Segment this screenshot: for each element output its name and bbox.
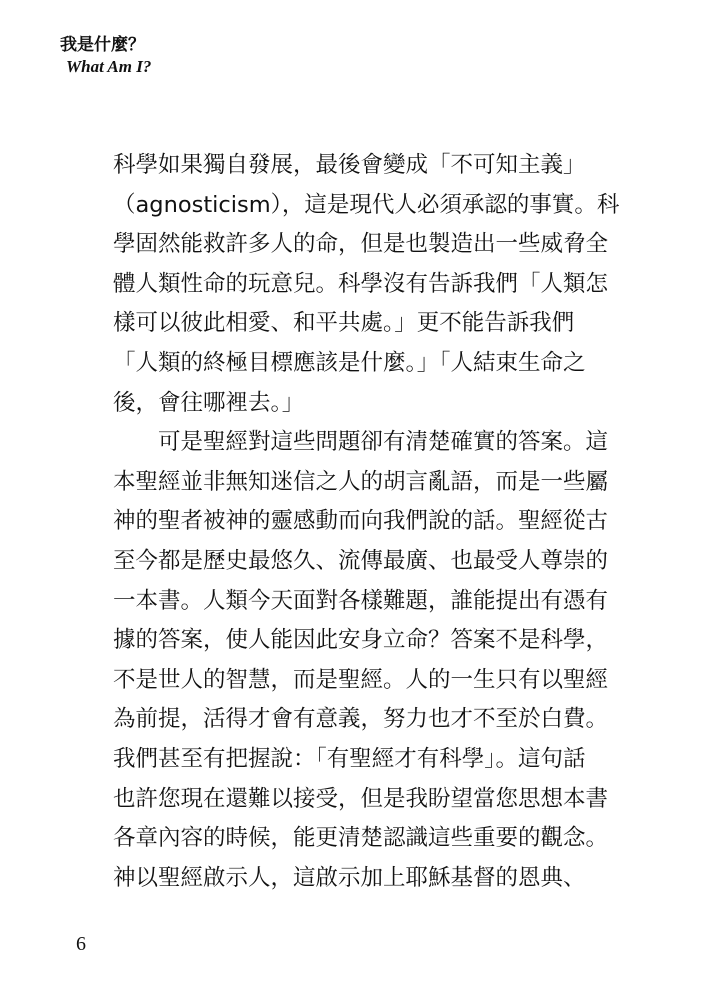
text-line: 「人類的終極目標應該是什麼。」「人結束生命之 [113,349,586,376]
text-line: 一本書。人類今天面對各樣難題，誰能提出有憑有 [113,587,609,614]
text-line: 為前提，活得才會有意義，努力也才不至於白費。 [113,706,609,733]
text-line: 本聖經並非無知迷信之人的胡言亂語，而是一些屬 [113,468,609,495]
page-number: 6 [76,933,86,955]
text-line: 體人類性命的玩意兒。科學沒有告訴我們「人類怎 [113,270,609,297]
paragraph-1 [113,146,620,423]
chapter-title: 我是什麼？ [60,35,145,55]
text-line: 科學如果獨自發展，最後會變成「不可知主義」 [113,152,586,178]
text-line: （agnosticism），這是現代人必須承認的事實。科 [113,191,620,218]
body-text [113,146,620,898]
text-line: 神以聖經啟示人，這啟示加上耶穌基督的恩典、 [113,864,586,891]
paragraph-2 [113,423,613,898]
text-line: 各章內容的時候，能更清楚認識這些重要的觀念。 [113,825,609,852]
text-line: 據的答案，使人能因此安身立命？答案不是科學， [113,627,609,654]
text-line: 學固然能救許多人的命，但是也製造出一些威脅全 [113,231,609,258]
running-header [60,34,151,78]
text-line: 可是聖經對這些問題卻有清楚確實的答案。這 [113,429,609,456]
text-line: 後，會往哪裡去。」 [113,389,305,416]
text-line: 也許您現在還難以接受，但是我盼望當您思想本書 [113,785,609,812]
text-line: 樣可以彼此相愛、和平共處。」更不能告訴我們 [113,310,575,337]
text-line: 至今都是歷史最悠久、流傳最廣、也最受人尊崇的 [113,547,609,574]
text-line: 我們甚至有把握說：「有聖經才有科學」。這句話 [113,745,586,772]
text-line: 神的聖者被神的靈感動而向我們說的話。聖經從古 [113,508,609,535]
chapter-subtitle: What Am I? [66,57,152,76]
text-line: 不是世人的智慧，而是聖經。人的一生只有以聖經 [113,666,609,693]
